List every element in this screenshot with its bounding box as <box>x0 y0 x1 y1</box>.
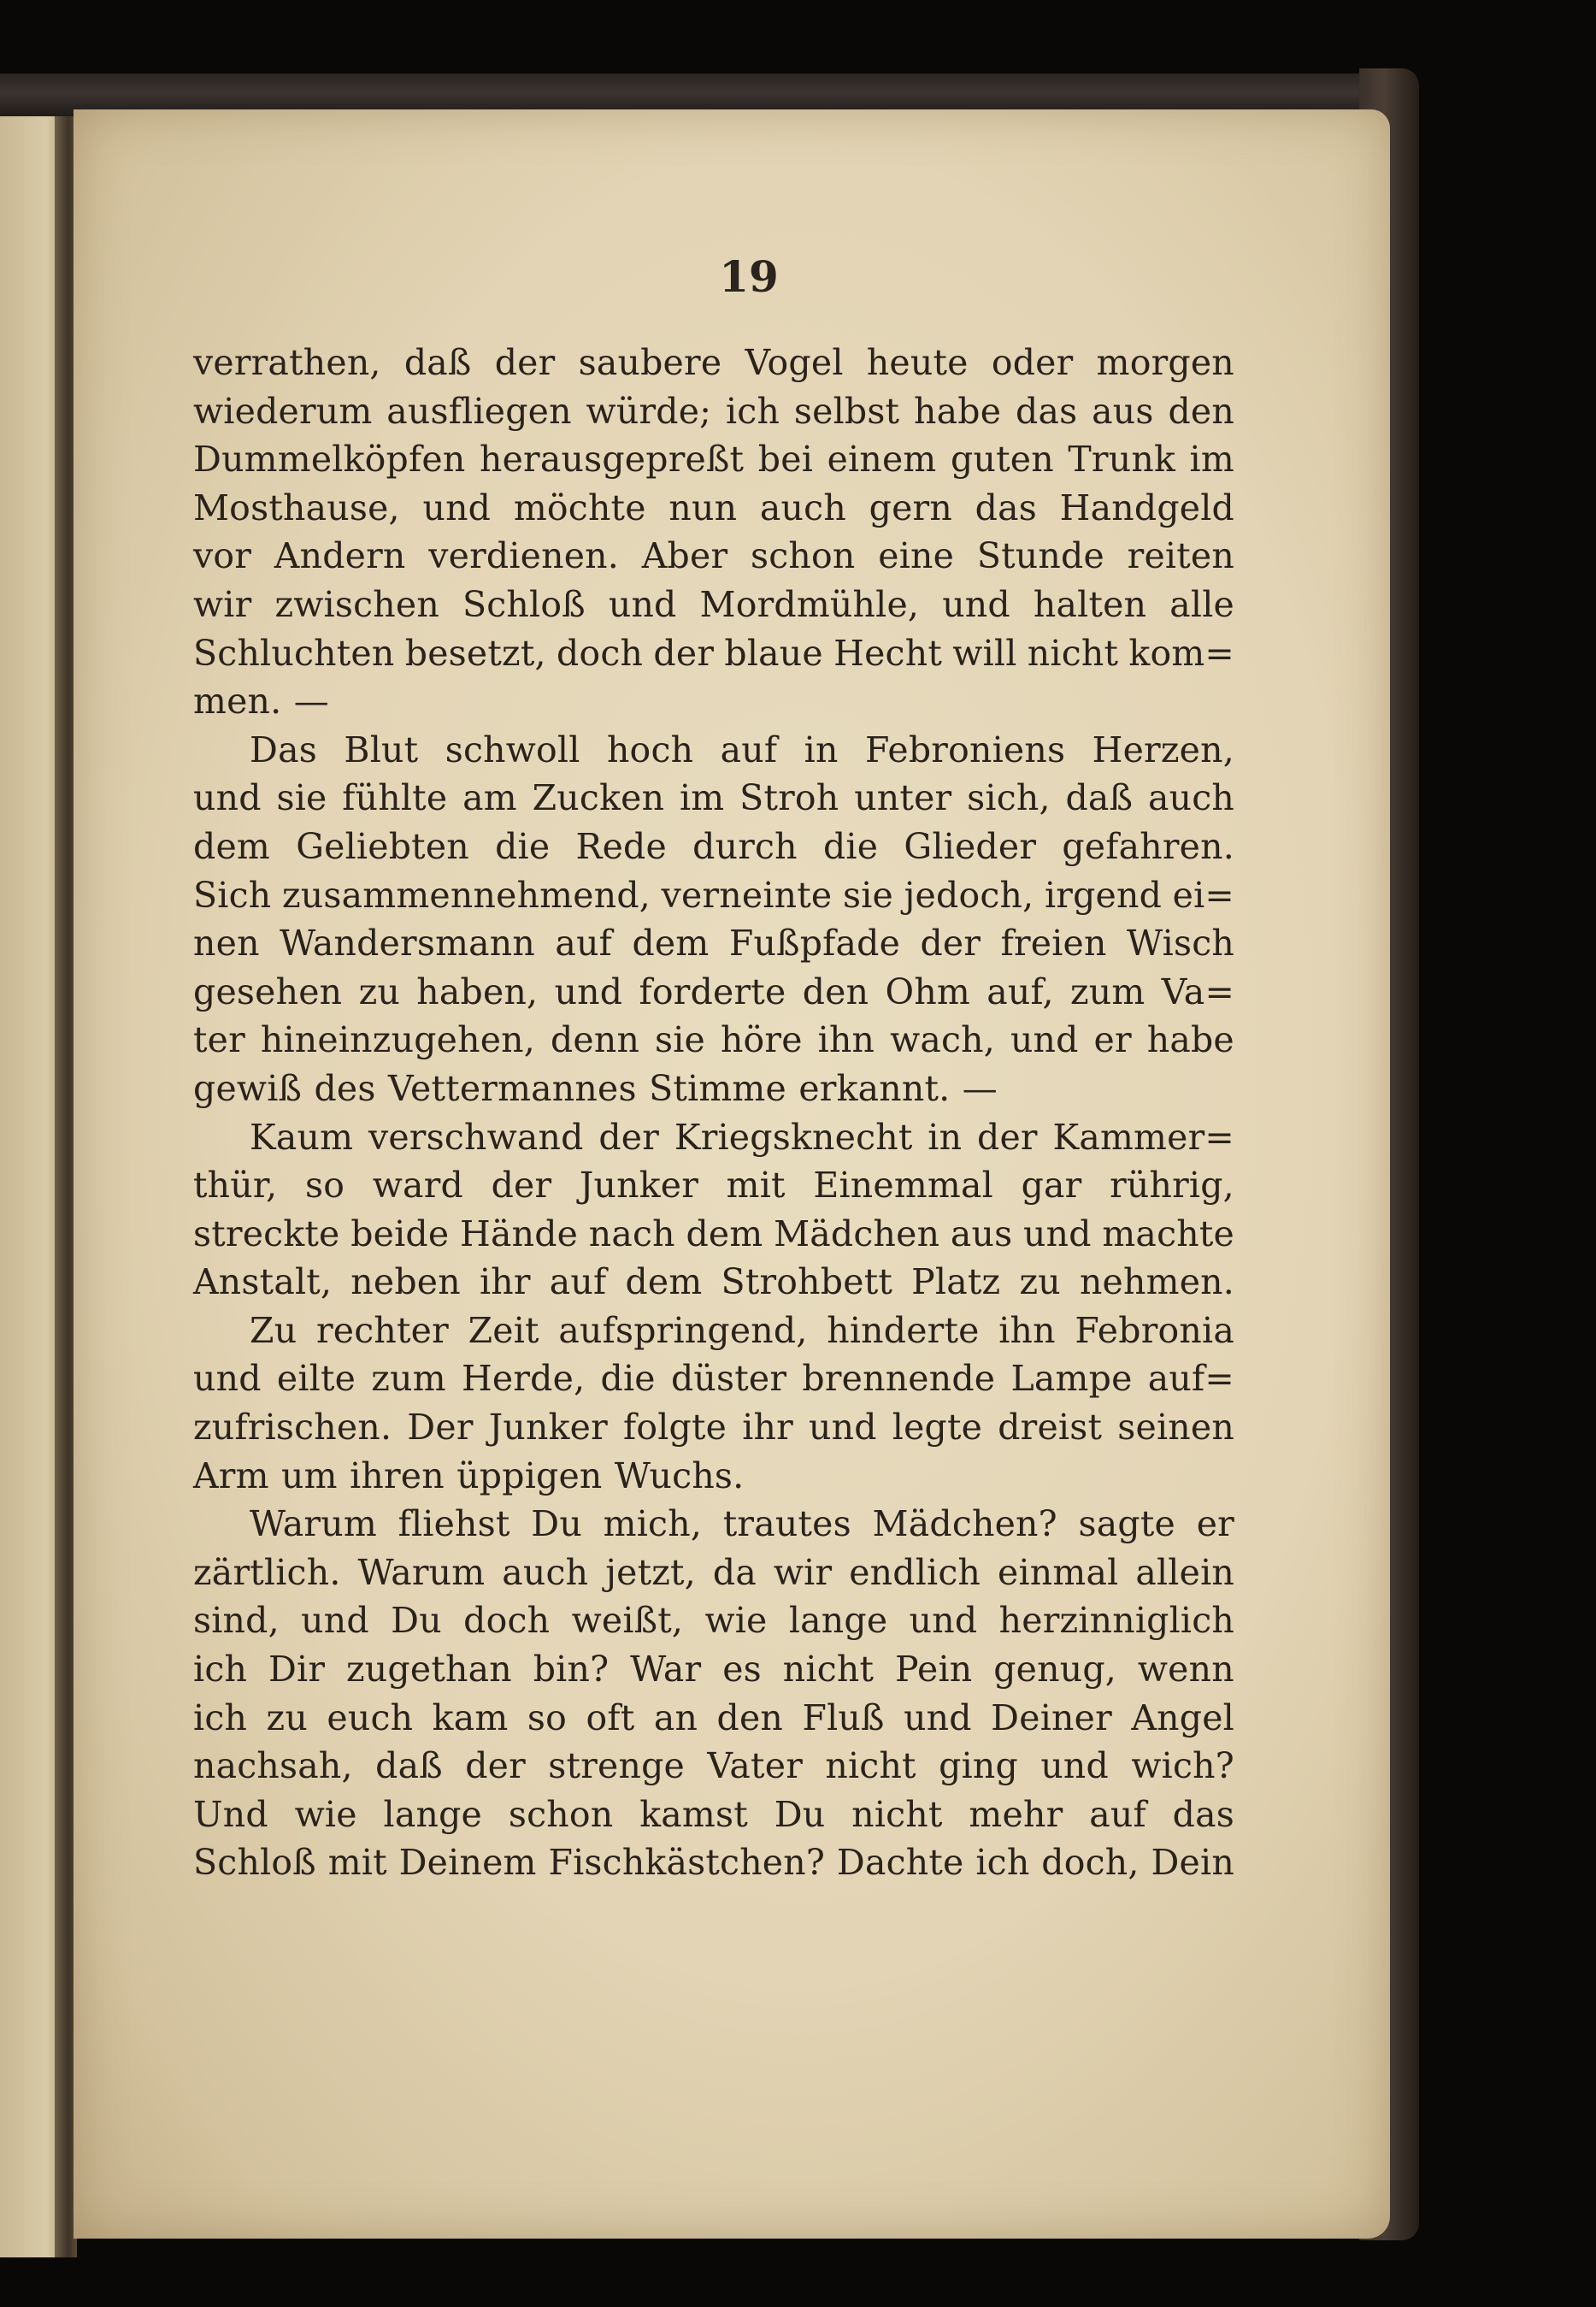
text-line: Mosthause, und möchte nun auch gern das Handgeld <box>193 487 1234 528</box>
text-line: thür, so ward der Junker mit Einemmal gar rührig, <box>193 1165 1234 1207</box>
text-line: streckte beide Hände nach dem Mädchen aus und machte <box>193 1213 1234 1254</box>
text-line: ich zu euch kam so oft an den Fluß und Deiner Angel <box>193 1696 1234 1738</box>
body-text <box>193 339 1234 1887</box>
text-line: und eilte zum Herde, die düster brennende Lampe auf= <box>193 1358 1234 1400</box>
text-line: Zu rechter Zeit aufspringend, hinderte ihn Febronia <box>250 1309 1234 1351</box>
text-line: ich Dir zugethan bin? War es nicht Pein genug, wenn <box>193 1649 1234 1690</box>
text-line: Dummelköpfen herausgepreßt bei einem guten Trunk im <box>193 439 1234 481</box>
text-line: Das Blut schwoll hoch auf in Febroniens Herzen, <box>250 729 1234 770</box>
text-line: nen Wandersmann auf dem Fußpfade der freien Wisch <box>193 923 1234 965</box>
text-line: Schluchten besetzt, doch der blaue Hecht will nicht kom= <box>193 632 1234 674</box>
text-line: zufrischen. Der Junker folgte ihr und legte dreist seinen <box>193 1407 1234 1449</box>
text-line: Warum fliehst Du mich, trautes Mädchen? sagte er <box>250 1503 1234 1545</box>
text-line: men. — <box>193 681 329 723</box>
text-line: wir zwischen Schloß und Mordmühle, und halten alle <box>193 583 1234 625</box>
book-page <box>74 109 1390 2239</box>
page-number: 19 <box>719 251 779 302</box>
text-line: Schloß mit Deinem Fischkästchen? Dachte ich doch, Dein <box>193 1842 1234 1884</box>
text-line: wiederum ausfliegen würde; ich selbst habe das aus den <box>193 390 1234 432</box>
text-line: zärtlich. Warum auch jetzt, da wir endlich einmal allein <box>193 1551 1234 1593</box>
text-line: Kaum verschwand der Kriegsknecht in der Kammer= <box>250 1116 1234 1158</box>
text-line: sind, und Du doch weißt, wie lange und herzinniglich <box>193 1600 1234 1642</box>
text-line: Sich zusammennehmend, verneinte sie jedoch, irgend ei= <box>193 874 1234 916</box>
text-line: gewiß des Vettermannes Stimme erkannt. — <box>193 1067 998 1109</box>
text-line: und sie fühlte am Zucken im Stroh unter sich, daß auch <box>193 777 1234 819</box>
text-line: gesehen zu haben, und forderte den Ohm auf, zum Va= <box>193 971 1234 1012</box>
text-line: Anstalt, neben ihr auf dem Strohbett Platz zu nehmen. <box>193 1261 1234 1303</box>
text-line: verrathen, daß der saubere Vogel heute oder morgen <box>193 342 1234 383</box>
text-line: ter hineinzugehen, denn sie höre ihn wach, und er habe <box>193 1019 1234 1061</box>
text-line: vor Andern verdienen. Aber schon eine Stunde reiten <box>193 535 1234 577</box>
text-line: Arm um ihren üppigen Wuchs. <box>193 1454 745 1496</box>
text-line: dem Geliebten die Rede durch die Glieder gefahren. <box>193 825 1234 867</box>
text-line: Und wie lange schon kamst Du nicht mehr auf das <box>193 1793 1234 1835</box>
text-line: nachsah, daß der strenge Vater nicht ging und wich? <box>193 1745 1234 1787</box>
